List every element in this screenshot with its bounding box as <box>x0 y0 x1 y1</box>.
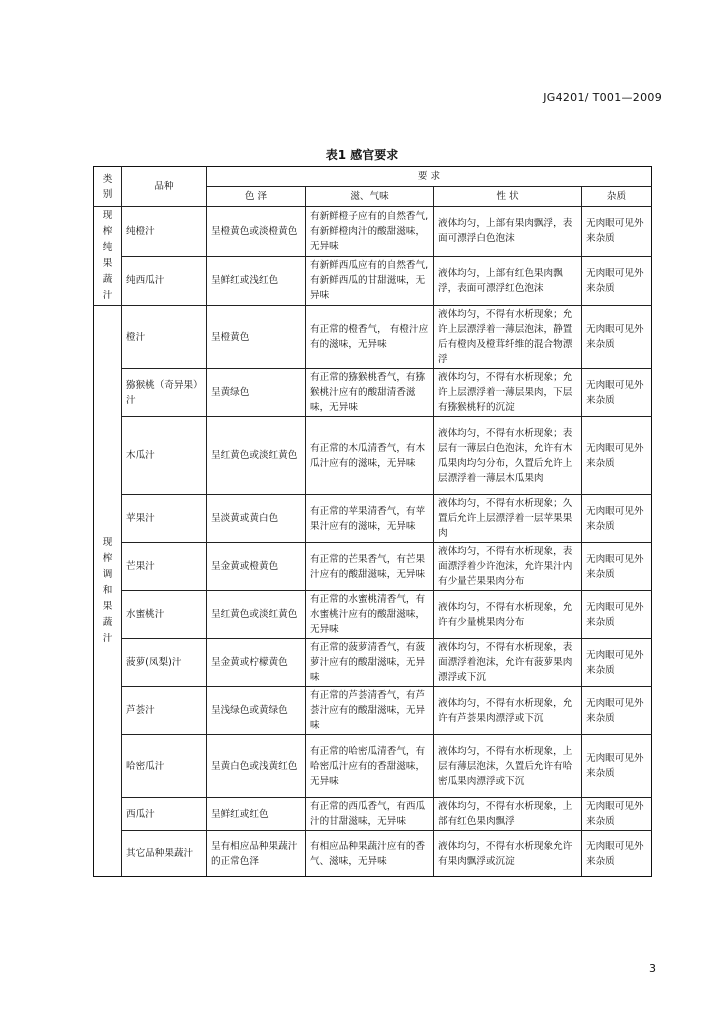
variety-cell: 芦荟汁 <box>122 687 207 735</box>
color-cell: 呈橙黄色 <box>207 306 306 369</box>
color-cell: 呈黄绿色 <box>207 369 306 417</box>
header-color: 色 泽 <box>207 187 306 207</box>
form-cell: 液体均匀，不得有水析现象；允许上层漂浮着一薄层泡沫，静置后有橙肉及橙茸纤维的混合物漂浮 <box>434 306 582 369</box>
table-row <box>94 256 652 306</box>
form-cell: 液体均匀，不得有水析现象，上部有红色果肉飘浮 <box>434 798 582 831</box>
color-cell: 呈红黄色或淡红黄色 <box>207 591 306 639</box>
variety-cell: 哈密瓜汁 <box>122 735 207 798</box>
form-cell: 液体均匀，不得有水析现象，表面漂浮着少许泡沫，允许果汁内有少量芒果果肉分布 <box>434 543 582 591</box>
impurity-cell: 无肉眼可见外来杂质 <box>582 591 652 639</box>
impurity-cell: 无肉眼可见外来杂质 <box>582 207 652 257</box>
variety-cell: 猕猴桃（奇异果）汁 <box>122 369 207 417</box>
impurity-cell: 无肉眼可见外来杂质 <box>582 798 652 831</box>
table-row <box>94 735 652 798</box>
color-cell: 呈淡黄或黄白色 <box>207 495 306 543</box>
color-cell: 呈有相应品种果蔬汁的正常色泽 <box>207 831 306 877</box>
color-cell: 呈金黄或橙黄色 <box>207 543 306 591</box>
impurity-cell: 无肉眼可见外来杂质 <box>582 369 652 417</box>
form-cell: 液体均匀，不得有水析现象；久置后允许上层漂浮着一层苹果果肉 <box>434 495 582 543</box>
variety-cell: 其它品种果蔬汁 <box>122 831 207 877</box>
variety-cell: 纯橙汁 <box>122 207 207 257</box>
variety-cell: 水蜜桃汁 <box>122 591 207 639</box>
color-cell: 呈浅绿色或黄绿色 <box>207 687 306 735</box>
impurity-cell: 无肉眼可见外来杂质 <box>582 306 652 369</box>
taste-cell: 有新鲜西瓜应有的自然香气,有新鲜西瓜的甘甜滋味，无异味 <box>306 256 434 306</box>
table-row <box>94 543 652 591</box>
table-row <box>94 495 652 543</box>
variety-cell: 苹果汁 <box>122 495 207 543</box>
impurity-cell: 无肉眼可见外来杂质 <box>582 735 652 798</box>
taste-cell: 有正常的西瓜香气，有西瓜汁的甘甜滋味，无异味 <box>306 798 434 831</box>
taste-cell: 有正常的哈密瓜清香气，有哈密瓜汁应有的香甜滋味，无异味 <box>306 735 434 798</box>
table-row <box>94 417 652 495</box>
variety-cell: 西瓜汁 <box>122 798 207 831</box>
taste-cell: 有正常的芒果香气，有芒果汁应有的酸甜滋味，无异味 <box>306 543 434 591</box>
table-row <box>94 369 652 417</box>
color-cell: 呈红黄色或淡红黄色 <box>207 417 306 495</box>
header-category: 类别 <box>94 167 122 207</box>
variety-cell: 芒果汁 <box>122 543 207 591</box>
header-form: 性 状 <box>434 187 582 207</box>
standard-code: JG4201/ T001—2009 <box>543 91 662 104</box>
taste-cell: 有正常的水蜜桃清香气，有水蜜桃汁应有的酸甜滋味，无异味 <box>306 591 434 639</box>
form-cell: 液体均匀，不得有水析现象，允许有少量桃果肉分布 <box>434 591 582 639</box>
header-variety: 品种 <box>122 167 207 207</box>
impurity-cell: 无肉眼可见外来杂质 <box>582 417 652 495</box>
variety-cell: 菠萝(凤梨)汁 <box>122 639 207 687</box>
category-cell: 现 榨 调 和 果 蔬 汁 <box>94 306 122 877</box>
form-cell: 液体均匀，上部有红色果肉飘浮，表面可漂浮红色泡沫 <box>434 256 582 306</box>
form-cell: 液体均匀，不得有水析现象；表层有一薄层白色泡沫，允许有木瓜果肉均匀分布，久置后允许上层漂浮着一薄层木瓜果肉 <box>434 417 582 495</box>
table-title: 表1 感官要求 <box>325 148 399 162</box>
page-number: 3 <box>649 962 656 975</box>
variety-cell: 橙汁 <box>122 306 207 369</box>
table-row <box>94 639 652 687</box>
color-cell: 呈鲜红或红色 <box>207 798 306 831</box>
form-cell: 液体均匀，不得有水析现象，表面漂浮着泡沫，允许有菠萝果肉漂浮或下沉 <box>434 639 582 687</box>
taste-cell: 有正常的木瓜清香气，有木瓜汁应有的滋味，无异味 <box>306 417 434 495</box>
table-row <box>94 207 652 257</box>
table-row <box>94 687 652 735</box>
variety-cell: 纯西瓜汁 <box>122 256 207 306</box>
sensory-requirements-table <box>93 166 652 877</box>
header-impurity: 杂质 <box>582 187 652 207</box>
impurity-cell: 无肉眼可见外来杂质 <box>582 495 652 543</box>
color-cell: 呈橙黄色或淡橙黄色 <box>207 207 306 257</box>
form-cell: 液体均匀，上部有果肉飘浮，表面可漂浮白色泡沫 <box>434 207 582 257</box>
taste-cell: 有正常的苹果清香气，有苹果汁应有的滋味，无异味 <box>306 495 434 543</box>
header-taste: 滋、气味 <box>306 187 434 207</box>
variety-cell: 木瓜汁 <box>122 417 207 495</box>
impurity-cell: 无肉眼可见外来杂质 <box>582 639 652 687</box>
category-cell: 现 榨 纯 果 蔬 汁 <box>94 207 122 306</box>
impurity-cell: 无肉眼可见外来杂质 <box>582 687 652 735</box>
table-row <box>94 591 652 639</box>
impurity-cell: 无肉眼可见外来杂质 <box>582 831 652 877</box>
color-cell: 呈黄白色或浅黄红色 <box>207 735 306 798</box>
color-cell: 呈金黄或柠檬黄色 <box>207 639 306 687</box>
color-cell: 呈鲜红或浅红色 <box>207 256 306 306</box>
header-requirements: 要 求 <box>207 167 652 187</box>
form-cell: 液体均匀，不得有水析现象，允许有芦荟果肉漂浮或下沉 <box>434 687 582 735</box>
taste-cell: 有正常的菠萝清香气，有菠萝汁应有的酸甜滋味，无异味 <box>306 639 434 687</box>
taste-cell: 有新鲜橙子应有的自然香气,有新鲜橙肉汁的酸甜滋味，无异味 <box>306 207 434 257</box>
form-cell: 液体均匀，不得有水析现象；允许上层漂浮着一薄层果肉，下层有猕猴桃籽的沉淀 <box>434 369 582 417</box>
form-cell: 液体均匀，不得有水析现象，上层有薄层泡沫，久置后允许有哈密瓜果肉漂浮或下沉 <box>434 735 582 798</box>
table-row <box>94 798 652 831</box>
table-row <box>94 831 652 877</box>
taste-cell: 有正常的橙香气， 有橙汁应有的滋味，无异味 <box>306 306 434 369</box>
taste-cell: 有相应品种果蔬汁应有的香气、滋味，无异味 <box>306 831 434 877</box>
table-row <box>94 306 652 369</box>
taste-cell: 有正常的芦荟清香气，有芦荟汁应有的酸甜滋味，无异味 <box>306 687 434 735</box>
form-cell: 液体均匀，不得有水析现象允许有果肉飘浮或沉淀 <box>434 831 582 877</box>
impurity-cell: 无肉眼可见外来杂质 <box>582 543 652 591</box>
impurity-cell: 无肉眼可见外来杂质 <box>582 256 652 306</box>
taste-cell: 有正常的猕猴桃香气，有猕猴桃汁应有的酸甜清香滋味，无异味 <box>306 369 434 417</box>
